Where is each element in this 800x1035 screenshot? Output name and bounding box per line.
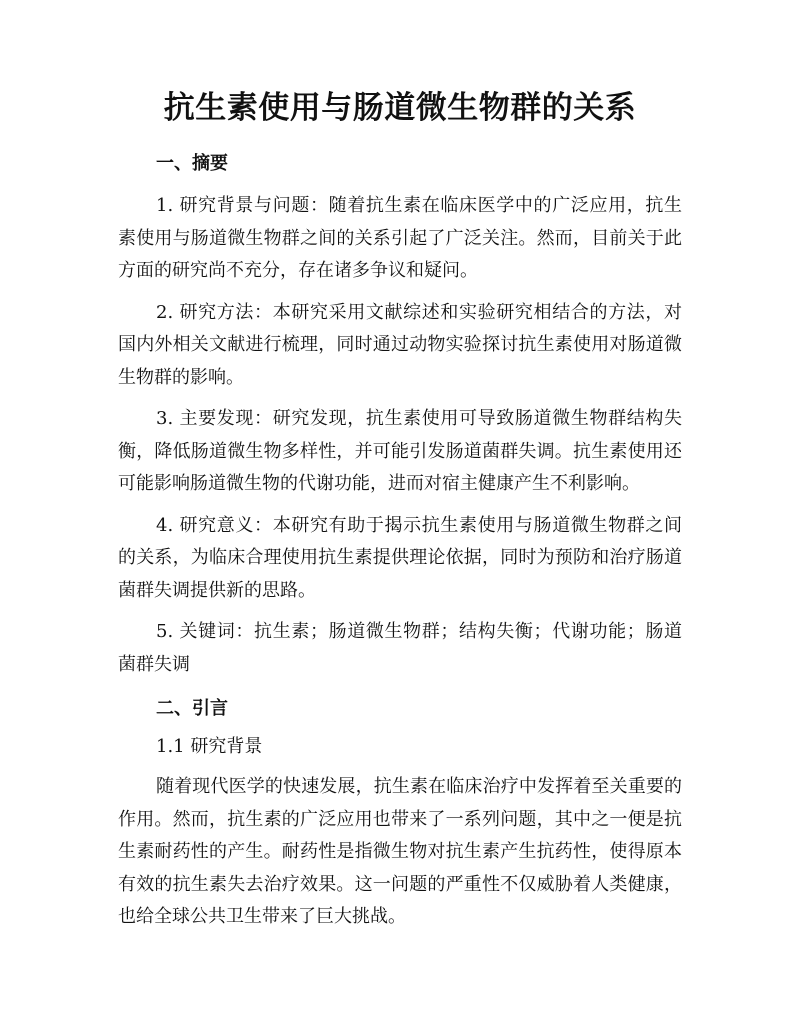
abstract-item-method: 2. 研究方法：本研究采用文献综述和实验研究相结合的方法，对国内外相关文献进行梳理，同时通过动物实验探讨抗生素使用对肠道微生物群的影响。 [118,301,682,388]
research-background-paragraph: 随着现代医学的快速发展，抗生素在临床治疗中发挥着至关重要的作用。然而，抗生素的广泛应用也带来了一系列问题，其中之一便是抗生素耐药性的产生。耐药性是指微生物对抗生素产生抗药性，使得原本有效的抗生素失去治疗效果。这一问题的严重性不仅威胁着人类健康，也给全球公共卫生带来了巨大挑战。 [118,776,682,927]
research-background-subheading: 1.1 研究背景 [156,736,263,757]
document-title: 抗生素使用与肠道微生物群的关系 [163,90,637,126]
abstract-item-keywords: 5. 关键词：抗生素；肠道微生物群；结构失衡；代谢功能；肠道菌群失调 [118,621,682,675]
abstract-heading: 一、摘要 [156,153,228,174]
abstract-section [118,152,682,681]
abstract-item-findings: 3. 主要发现：研究发现，抗生素使用可导致肠道微生物群结构失衡，降低肠道微生物多样性，并可能引发肠道菌群失调。抗生素使用还可能影响肠道微生物的代谢功能，进而对宿主健康产生不利影响。 [118,408,682,494]
abstract-item-significance: 4. 研究意义：本研究有助于揭示抗生素使用与肠道微生物群之间的关系，为临床合理使用抗生素提供理论依据，同时为预防和治疗肠道菌群失调提供新的思路。 [118,514,682,601]
introduction-heading: 二、引言 [156,698,228,719]
abstract-item-background: 1. 研究背景与问题：随着抗生素在临床医学中的广泛应用，抗生素使用与肠道微生物群之间的关系引起了广泛关注。然而，目前关于此方面的研究尚不充分，存在诸多争议和疑问。 [118,195,682,281]
introduction-section [118,697,682,934]
